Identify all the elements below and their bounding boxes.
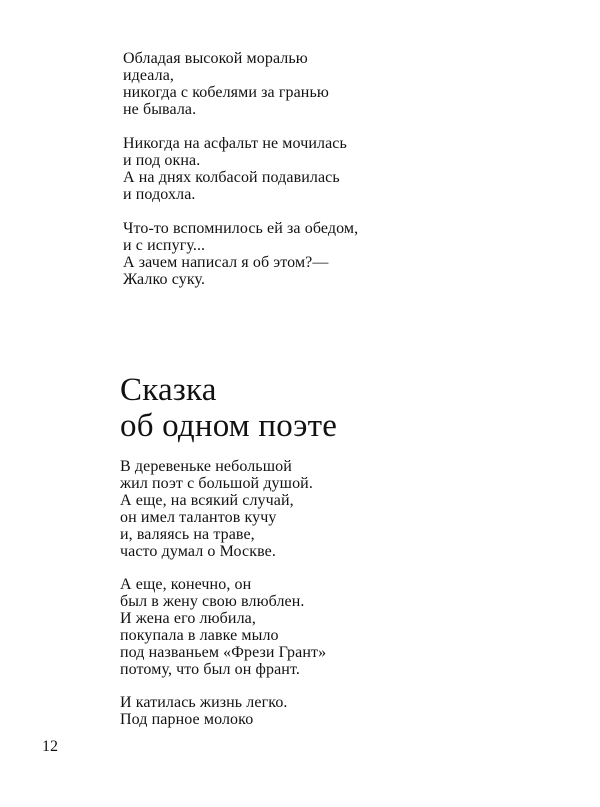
poem-line: и подохла. xyxy=(123,186,196,203)
poem-line: идеала, xyxy=(123,67,175,84)
poem-line: Жалко суку. xyxy=(123,271,206,288)
poem-line: Никогда на асфальт не мочилась xyxy=(123,135,347,152)
stanza xyxy=(120,694,450,728)
stanza xyxy=(123,50,453,118)
poem-line: под названьем «Фрези Грант» xyxy=(120,644,327,661)
poem-line: А еще, конечно, он xyxy=(120,576,252,593)
stanza xyxy=(123,135,453,203)
poem-line: потому, что был он франт. xyxy=(120,661,300,678)
poem-line: он имел талантов кучу xyxy=(120,509,277,526)
page-number: 12 xyxy=(42,738,58,755)
poem-line: А на днях колбасой подавилась xyxy=(123,169,340,186)
poem-title-line: об одном поэте xyxy=(120,408,338,444)
poem-line: А зачем написал я об этом?— xyxy=(123,254,329,271)
poem-line: покупала в лавке мыло xyxy=(120,627,279,644)
poem-line: жил поэт с большой душой. xyxy=(120,475,313,492)
poem-line: и, валяясь на траве, xyxy=(120,526,255,543)
poem-line: Под парное молоко xyxy=(120,711,254,728)
poem-line: никогда с кобелями за гранью xyxy=(123,84,329,101)
poem-line: Что-то вспомнилось ей за обедом, xyxy=(123,220,359,237)
poem-line: и под окна. xyxy=(123,152,201,169)
poem-line: и с испугу... xyxy=(123,237,206,254)
poem-line: В деревеньке небольшой xyxy=(120,458,292,475)
stanza xyxy=(120,458,450,560)
stanza xyxy=(120,576,450,678)
poem-line: А еще, на всякий случай, xyxy=(120,492,294,509)
poem-line: часто думал о Москве. xyxy=(120,543,276,560)
poem-line: Обладая высокой моралью xyxy=(123,50,308,67)
poem-line: был в жену свою влюблен. xyxy=(120,593,305,610)
poem-line: И жена его любила, xyxy=(120,610,256,627)
previous-poem-ending xyxy=(123,50,453,305)
poem-title-line: Сказка xyxy=(120,372,217,408)
poem-line: не бывала. xyxy=(123,101,197,118)
poem-line: И катилась жизнь легко. xyxy=(120,694,288,711)
poem-title xyxy=(120,372,480,444)
poem-body xyxy=(120,458,450,744)
stanza xyxy=(123,220,453,288)
